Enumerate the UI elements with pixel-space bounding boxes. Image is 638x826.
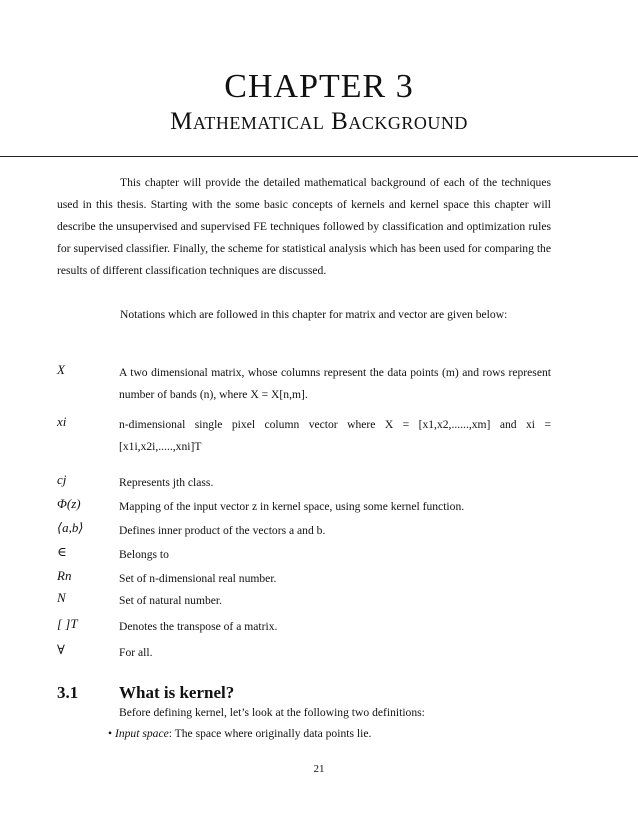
- intro-paragraph-1: This chapter will provide the detailed mathematical background of each of the techniques used in this thesis. Starting with the some basic concepts of kernels and kernel space this chapter will describe the unsupervised and supervised FE techniques followed by classification and optimization rules for supervised classifier. Finally, the scheme for statistical analysis which has been used for comparing the results of different classification techniques are discussed.: [57, 176, 551, 277]
- chapter-title: Mathematical Background: [170, 108, 468, 135]
- section-heading: [57, 683, 234, 703]
- bullet-text: : The space where originally data points lie.: [168, 727, 372, 740]
- notation-definition: Set of natural number.: [119, 594, 223, 607]
- notation-symbol: ∈: [57, 544, 67, 559]
- notation-definition: A two dimensional matrix, whose columns represent the data points (m) and rows represent number of bands (n), where X = X[n,m].: [119, 366, 551, 401]
- notation-definition: Denotes the transpose of a matrix.: [119, 620, 278, 633]
- notation-definition: Mapping of the input vector z in kernel space, using some kernel function.: [119, 500, 465, 513]
- notation-symbol: ∀: [57, 642, 65, 657]
- notation-symbol: cj: [57, 472, 67, 487]
- notation-symbol: Φ(z): [57, 496, 81, 511]
- notation-definition: Represents jth class.: [119, 476, 214, 489]
- notation-definition: Belongs to: [119, 548, 169, 561]
- notation-symbol: ⟨a,b⟩: [57, 520, 84, 535]
- notation-symbol: X: [57, 362, 65, 377]
- page-number: 21: [313, 763, 325, 775]
- intro-paragraph-2: Notations which are followed in this chapter for matrix and vector are given below:: [120, 308, 508, 321]
- section-number: 3.1: [57, 683, 79, 702]
- header-rule: [0, 156, 638, 157]
- notation-symbol: Rn: [57, 568, 72, 583]
- notation-symbol: N: [57, 590, 66, 605]
- notation-definition: For all.: [119, 646, 153, 659]
- bullet-icon: •: [108, 727, 113, 740]
- notation-definition: Set of n-dimensional real number.: [119, 572, 277, 585]
- notation-symbol: [ ]T: [57, 616, 78, 631]
- bullet-item: [108, 727, 371, 740]
- notation-definition: n-dimensional single pixel column vector where X = [x1,x2,......,xm] and xi = [x1i,x2i,.....,xni]T: [119, 418, 551, 453]
- bullet-term: Input space: [114, 727, 169, 740]
- chapter-number: CHAPTER 3: [224, 68, 414, 105]
- notation-definition: Defines inner product of the vectors a and b.: [119, 524, 326, 537]
- section-intro: Before defining kernel, let’s look at the following two definitions:: [119, 706, 425, 719]
- notation-symbol: xi: [57, 414, 67, 429]
- section-title: What is kernel?: [119, 683, 235, 702]
